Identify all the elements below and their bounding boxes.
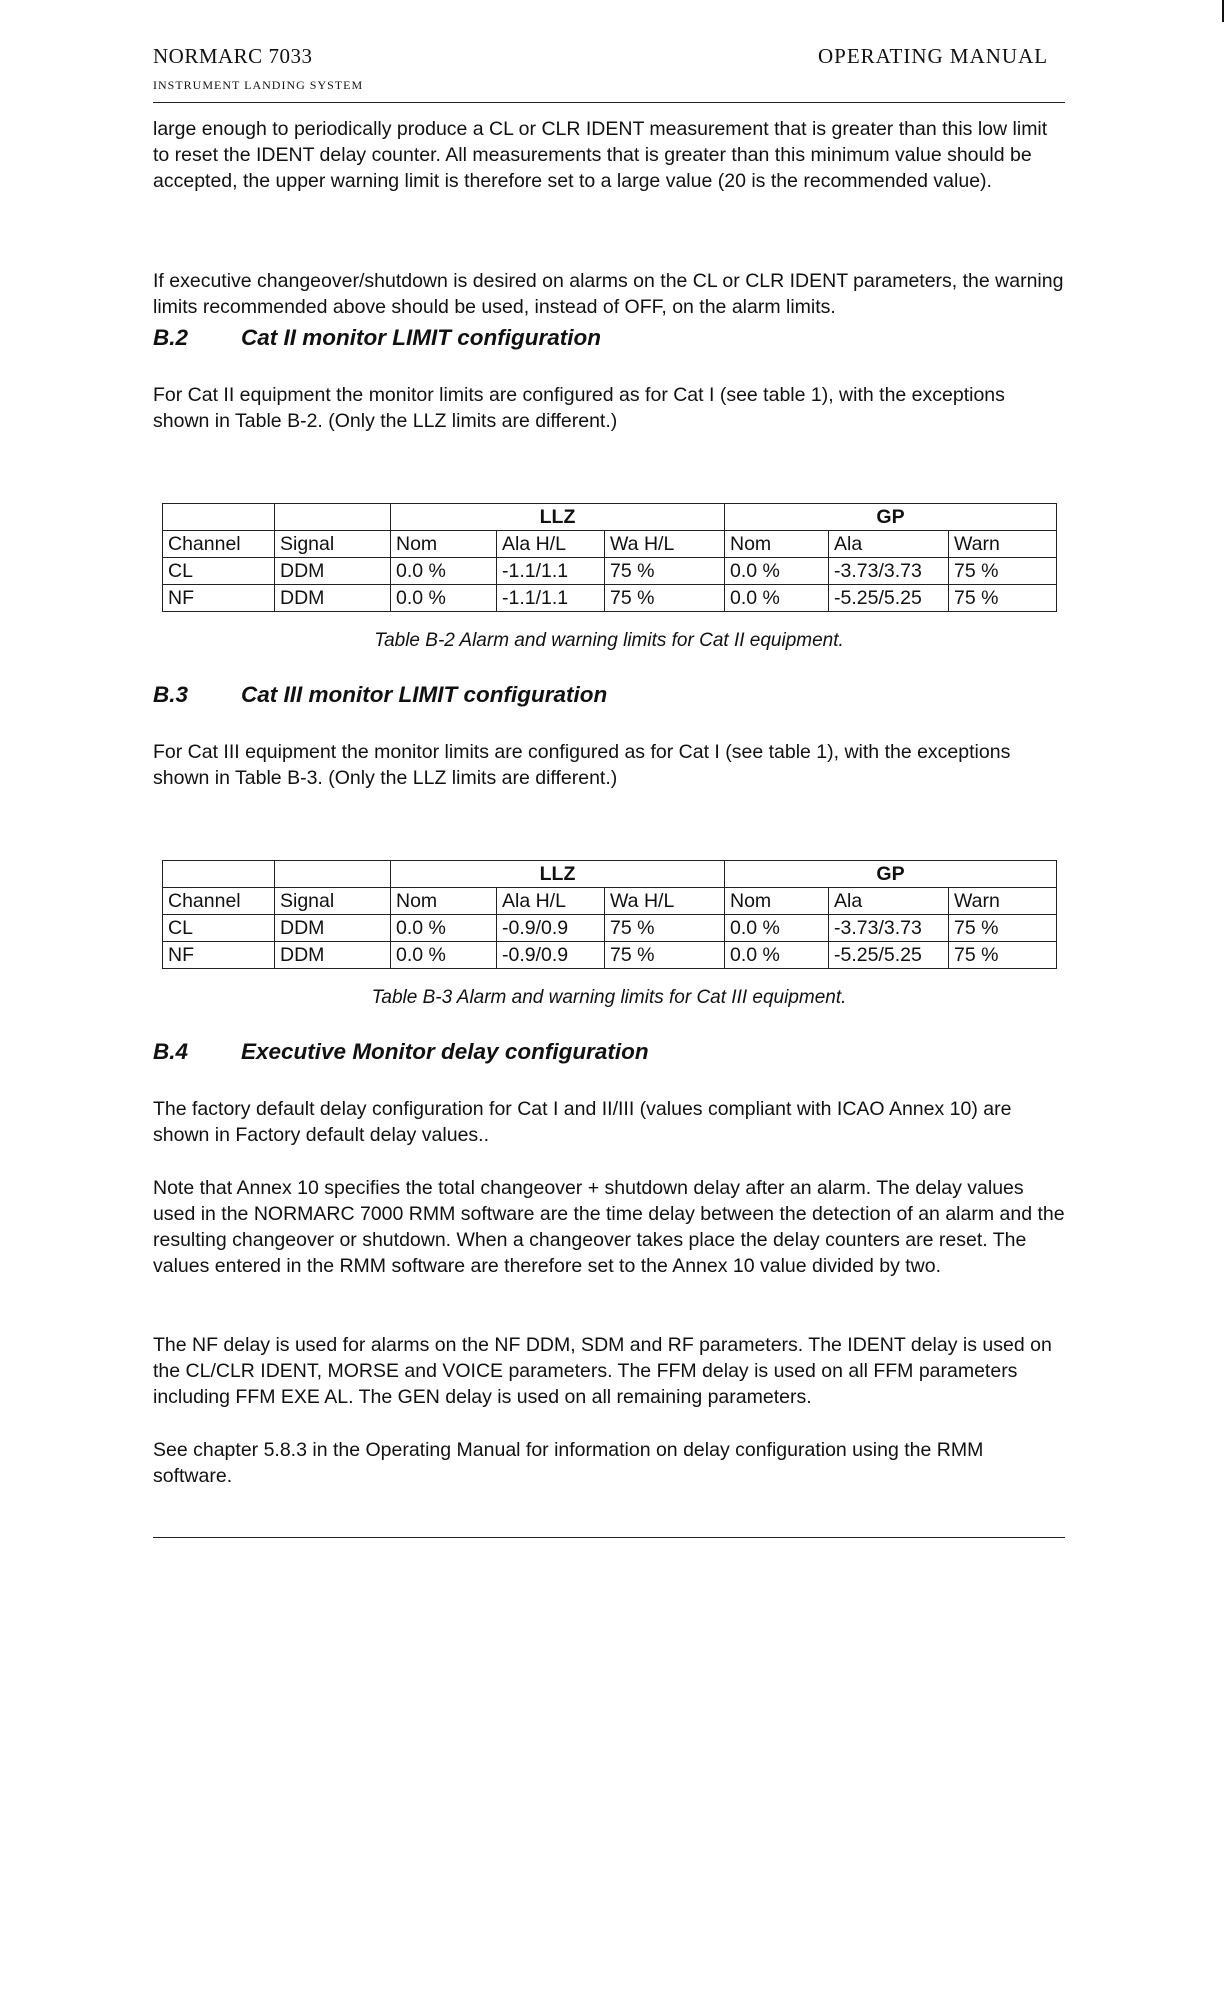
table-cell: -0.9/0.9 [497, 942, 605, 969]
column-header: Nom [391, 531, 497, 558]
column-header: Channel [163, 888, 275, 915]
group-header-llz: LLZ [391, 504, 725, 531]
table-cell [163, 861, 275, 888]
paragraph-factory-default: The factory default delay configuration for Cat I and II/III (values compliant with ICAO Annex 10) are shown in Factory default delay values.. [153, 1098, 1012, 1146]
table-cell: -1.1/1.1 [497, 585, 605, 612]
header-product-subtitle: INSTRUMENT LANDING SYSTEM [153, 78, 364, 92]
table-cell: 75 % [605, 942, 725, 969]
column-header: Nom [725, 888, 829, 915]
table-cell [275, 861, 391, 888]
paragraph-see-chapter: See chapter 5.8.3 in the Operating Manual for information on delay configuration using the RMM software. [153, 1439, 984, 1487]
table-cell: 0.0 % [391, 915, 497, 942]
table-group-row [163, 861, 1057, 888]
column-header: Nom [725, 531, 829, 558]
section-title: Executive Monitor delay configuration [241, 1039, 649, 1064]
table-cell: 75 % [949, 585, 1057, 612]
table-cell: -3.73/3.73 [829, 915, 949, 942]
table-cell: 75 % [949, 915, 1057, 942]
paragraph-cat2-intro: For Cat II equipment the monitor limits are configured as for Cat I (see table 1), with the exceptions shown in Table B-2. (Only the LLZ limits are different.) [153, 384, 1005, 432]
table-header-row [163, 531, 1057, 558]
table-header-row [163, 888, 1057, 915]
column-header: Signal [275, 888, 391, 915]
table-cat2-limits [162, 503, 1057, 612]
table-cell: 75 % [949, 942, 1057, 969]
column-header: Nom [391, 888, 497, 915]
table-cell: -1.1/1.1 [497, 558, 605, 585]
column-header: Wa H/L [605, 531, 725, 558]
table-cell: 0.0 % [391, 558, 497, 585]
table-cell: -5.25/5.25 [829, 942, 949, 969]
table-caption-b2: Table B-2 Alarm and warning limits for Cat II equipment. [374, 630, 844, 651]
paragraph-ident-limit: large enough to periodically produce a CL or CLR IDENT measurement that is greater than this low limit to reset the IDENT delay counter. All measurements that is greater than this minimum value should be accepted, the upper warning limit is therefore set to a large value (20 is the recommended value). [153, 118, 1048, 192]
section-heading-b2 [153, 325, 601, 351]
table-cell: NF [163, 585, 275, 612]
table-cell: NF [163, 942, 275, 969]
table-cell: 0.0 % [725, 915, 829, 942]
section-title: Cat II monitor LIMIT configuration [241, 325, 601, 350]
section-title: Cat III monitor LIMIT configuration [241, 682, 608, 707]
table-cell: CL [163, 915, 275, 942]
column-header: Warn [949, 888, 1057, 915]
table-cell: 75 % [605, 585, 725, 612]
table-cell: -3.73/3.73 [829, 558, 949, 585]
table-caption-b3: Table B-3 Alarm and warning limits for Cat III equipment. [371, 987, 847, 1008]
group-header-gp: GP [725, 504, 1057, 531]
table-cell: 75 % [949, 558, 1057, 585]
column-header: Channel [163, 531, 275, 558]
footer-divider [153, 1537, 1065, 1538]
table-cell: -0.9/0.9 [497, 915, 605, 942]
table-cell: 75 % [605, 915, 725, 942]
table-row [163, 558, 1057, 585]
table-cell: 0.0 % [391, 585, 497, 612]
table-cell [163, 504, 275, 531]
column-header: Warn [949, 531, 1057, 558]
table-cell: CL [163, 558, 275, 585]
column-header: Signal [275, 531, 391, 558]
column-header: Ala [829, 888, 949, 915]
column-header: Ala [829, 531, 949, 558]
paragraph-executive-changeover: If executive changeover/shutdown is desired on alarms on the CL or CLR IDENT parameters, the warning limits recommended above should be used, instead of OFF, on the alarm limits. [153, 270, 1064, 318]
table-cell: DDM [275, 942, 391, 969]
table-group-row [163, 504, 1057, 531]
section-number: B.4 [153, 1039, 189, 1064]
group-header-llz: LLZ [391, 861, 725, 888]
table-row [163, 915, 1057, 942]
table-row [163, 942, 1057, 969]
section-number: B.3 [153, 682, 189, 707]
section-number: B.2 [153, 325, 189, 350]
table-cell: 0.0 % [725, 558, 829, 585]
section-heading-b4 [153, 1039, 649, 1065]
header-product-title: NORMARC 7033 [153, 44, 313, 68]
column-header: Ala H/L [497, 888, 605, 915]
section-heading-b3 [153, 682, 607, 708]
table-cell: 0.0 % [391, 942, 497, 969]
table-cell: -5.25/5.25 [829, 585, 949, 612]
table-cell [275, 504, 391, 531]
table-row [163, 585, 1057, 612]
column-header: Ala H/L [497, 531, 605, 558]
paragraph-cat3-intro: For Cat III equipment the monitor limits are configured as for Cat I (see table 1), with the exceptions shown in Table B-3. (Only the LLZ limits are different.) [153, 741, 1011, 789]
paragraph-delay-types: The NF delay is used for alarms on the NF DDM, SDM and RF parameters. The IDENT delay is used on the CL/CLR IDENT, MORSE and VOICE parameters. The FFM delay is used on all FFM parameters including FFM EXE AL. The GEN delay is used on all remaining parameters. [153, 1334, 1052, 1408]
paragraph-annex10-note: Note that Annex 10 specifies the total changeover + shutdown delay after an alarm. The delay values used in the NORMARC 7000 RMM software are the time delay between the detection of an alarm and the resulting changeover or shutdown. When a changeover takes place the delay counters are reset. The values entered in the RMM software are therefore set to the Annex 10 value divided by two. [153, 1177, 1065, 1277]
table-cell: DDM [275, 915, 391, 942]
table-cell: 75 % [605, 558, 725, 585]
table-cell: 0.0 % [725, 585, 829, 612]
table-cell: DDM [275, 558, 391, 585]
table-cell: 0.0 % [725, 942, 829, 969]
header-manual-title: OPERATING MANUAL [818, 44, 1049, 68]
table-cat3-limits [162, 860, 1057, 969]
header-divider [153, 102, 1065, 103]
table-cell: DDM [275, 585, 391, 612]
group-header-gp: GP [725, 861, 1057, 888]
column-header: Wa H/L [605, 888, 725, 915]
